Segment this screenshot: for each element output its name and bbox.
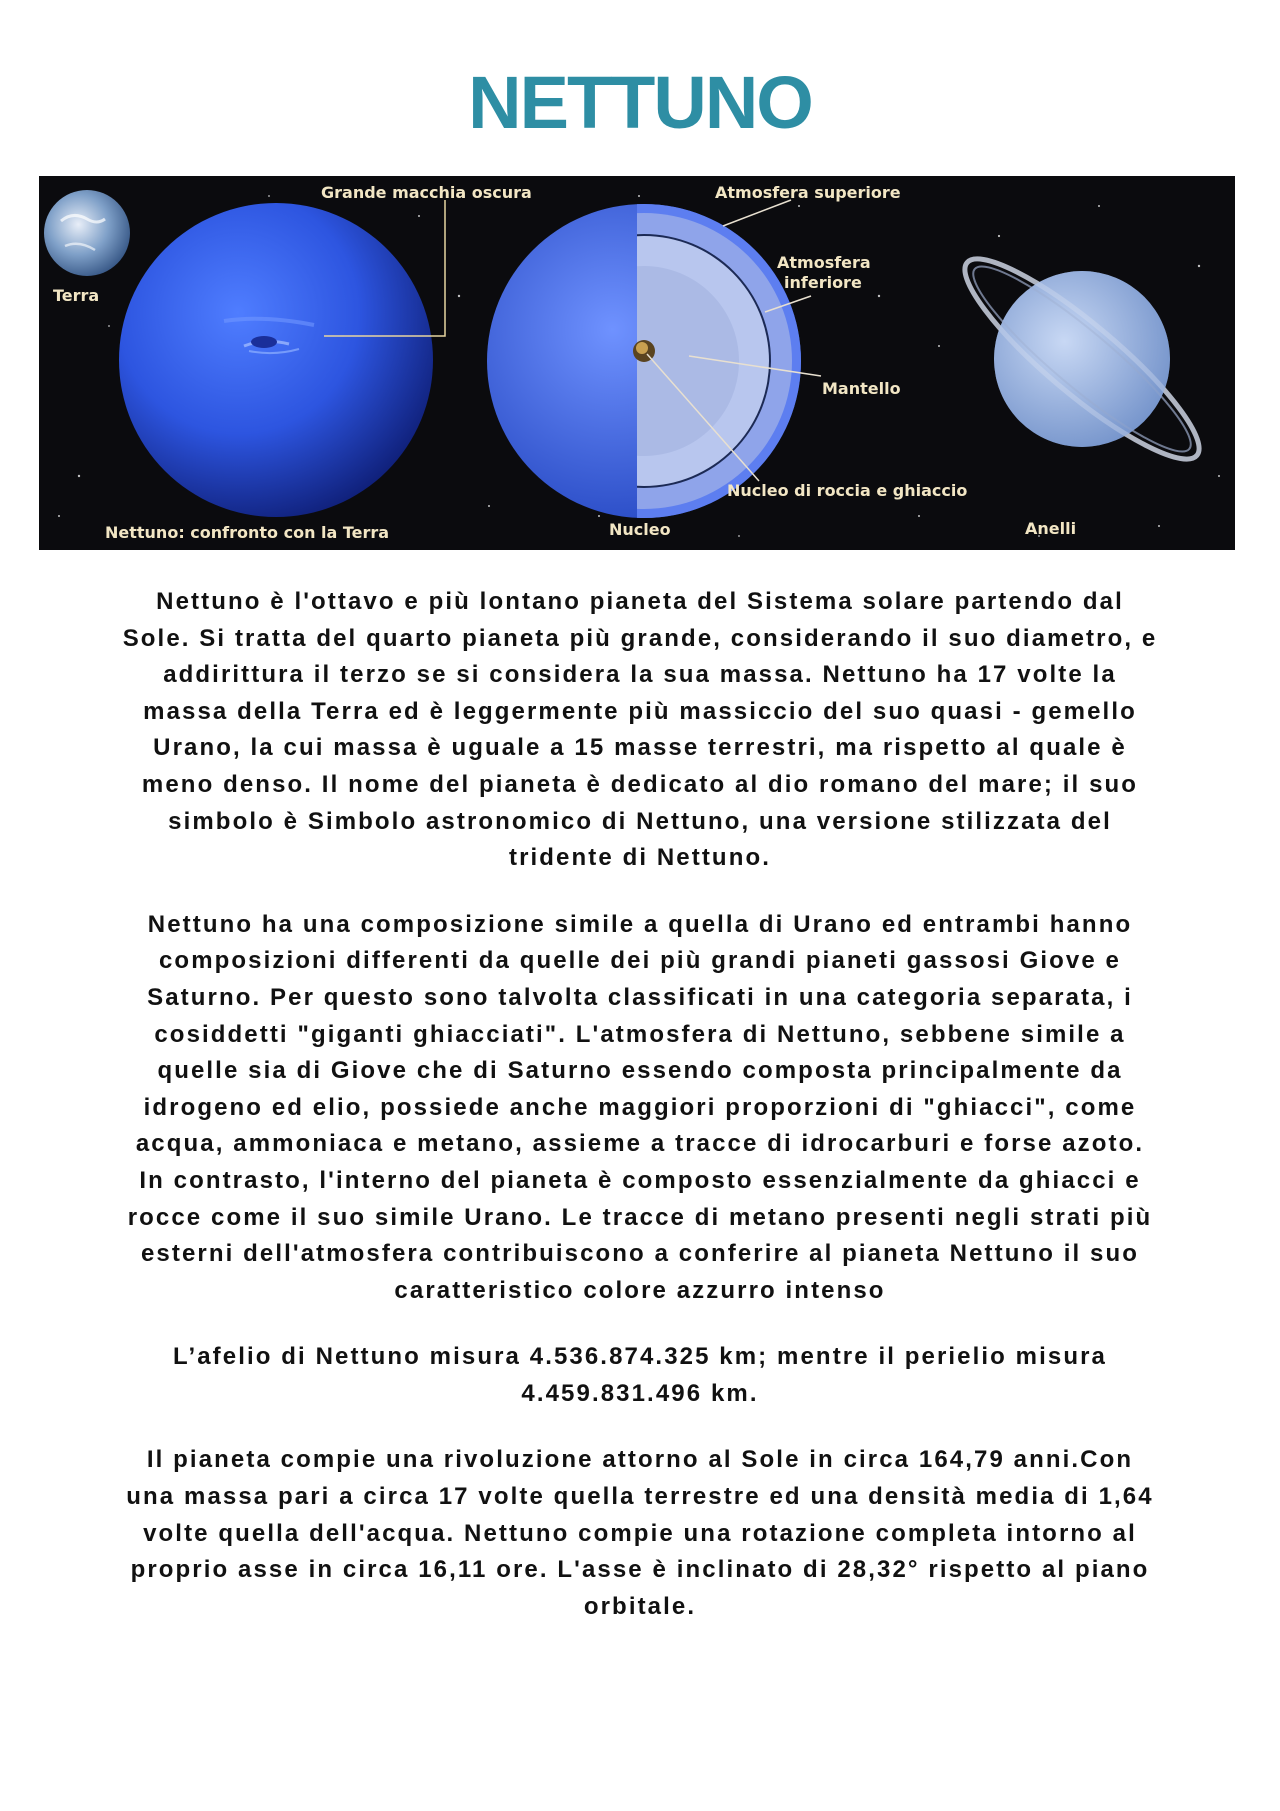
label-upper-atmosphere: Atmosfera superiore [715, 183, 901, 202]
dark-spot [251, 336, 277, 348]
label-dark-spot: Grande macchia oscura [321, 183, 532, 202]
label-core: Nucleo di roccia e ghiaccio [727, 481, 968, 500]
earth [44, 190, 130, 276]
paragraph-intro: Nettuno è l'ottavo e più lontano pianeta del Sistema solare partendo dal Sole. Si tratta del quarto pianeta più grande, considerando il suo diametro, e addirittura il terzo se si considera la sua massa. Nettuno ha 17 volte la massa della Terra ed è leggermente più massiccio del suo quasi - gemello Urano, la cui massa è uguale a 15 masse terrestri, ma rispetto al quale è meno denso. Il nome del pianeta è dedicato al dio romano del mare; il suo simbolo è Simbolo astronomico di Nettuno, una versione stilizzata del tridente di Nettuno. [122, 588, 1158, 872]
label-lower-atmosphere-2: inferiore [784, 273, 862, 292]
label-rings: Anelli [1025, 519, 1077, 538]
label-lower-atmosphere: Atmosfera [777, 253, 871, 272]
article-body [120, 584, 1160, 1655]
page-title: NETTUNO [468, 61, 812, 144]
paragraph-orbit-distance: L’afelio di Nettuno misura 4.536.874.325 km; mentre il perielio misura 4.459.831.496 km. [173, 1343, 1107, 1407]
label-nucleus: Nucleo [609, 520, 671, 539]
label-earth: Terra [53, 286, 100, 305]
paragraph-rotation: Il pianeta compie una rivoluzione attorno al Sole in circa 164,79 anni.Con una massa pari a circa 17 volte quella terrestre ed una densità media di 1,64 volte quella dell'acqua. Nettuno compie una rotazione completa intorno al proprio asse in circa 16,11 ore. L'asse è inclinato di 28,32° rispetto al piano orbitale. [126, 1446, 1154, 1620]
neptune-illustration [39, 176, 1235, 550]
label-mantle: Mantello [822, 379, 901, 398]
paragraph-composition: Nettuno ha una composizione simile a quella di Urano ed entrambi hanno composizioni differenti da quelle dei più grandi pianeti gassosi Giove e Saturno. Per questo sono talvolta classificati in una categoria separata, i cosiddetti "giganti ghiacciati". L'atmosfera di Nettuno, sebbene simile a quelle sia di Giove che di Saturno essendo composta principalmente da idrogeno ed elio, possiede anche maggiori proporzioni di "ghiacci", come acqua, ammoniaca e metano, assieme a tracce di idrocarburi e forse azoto. In contrasto, l'interno del pianeta è composto essenzialmente da ghiacci e rocce come il suo simile Urano. Le tracce di metano presenti negli strati più esterni dell'atmosfera contribuiscono a conferire al pianeta Nettuno il suo caratteristico colore azzurro intenso [127, 910, 1153, 1304]
label-comparison: Nettuno: confronto con la Terra [105, 523, 390, 542]
neptune-planet [119, 203, 433, 517]
